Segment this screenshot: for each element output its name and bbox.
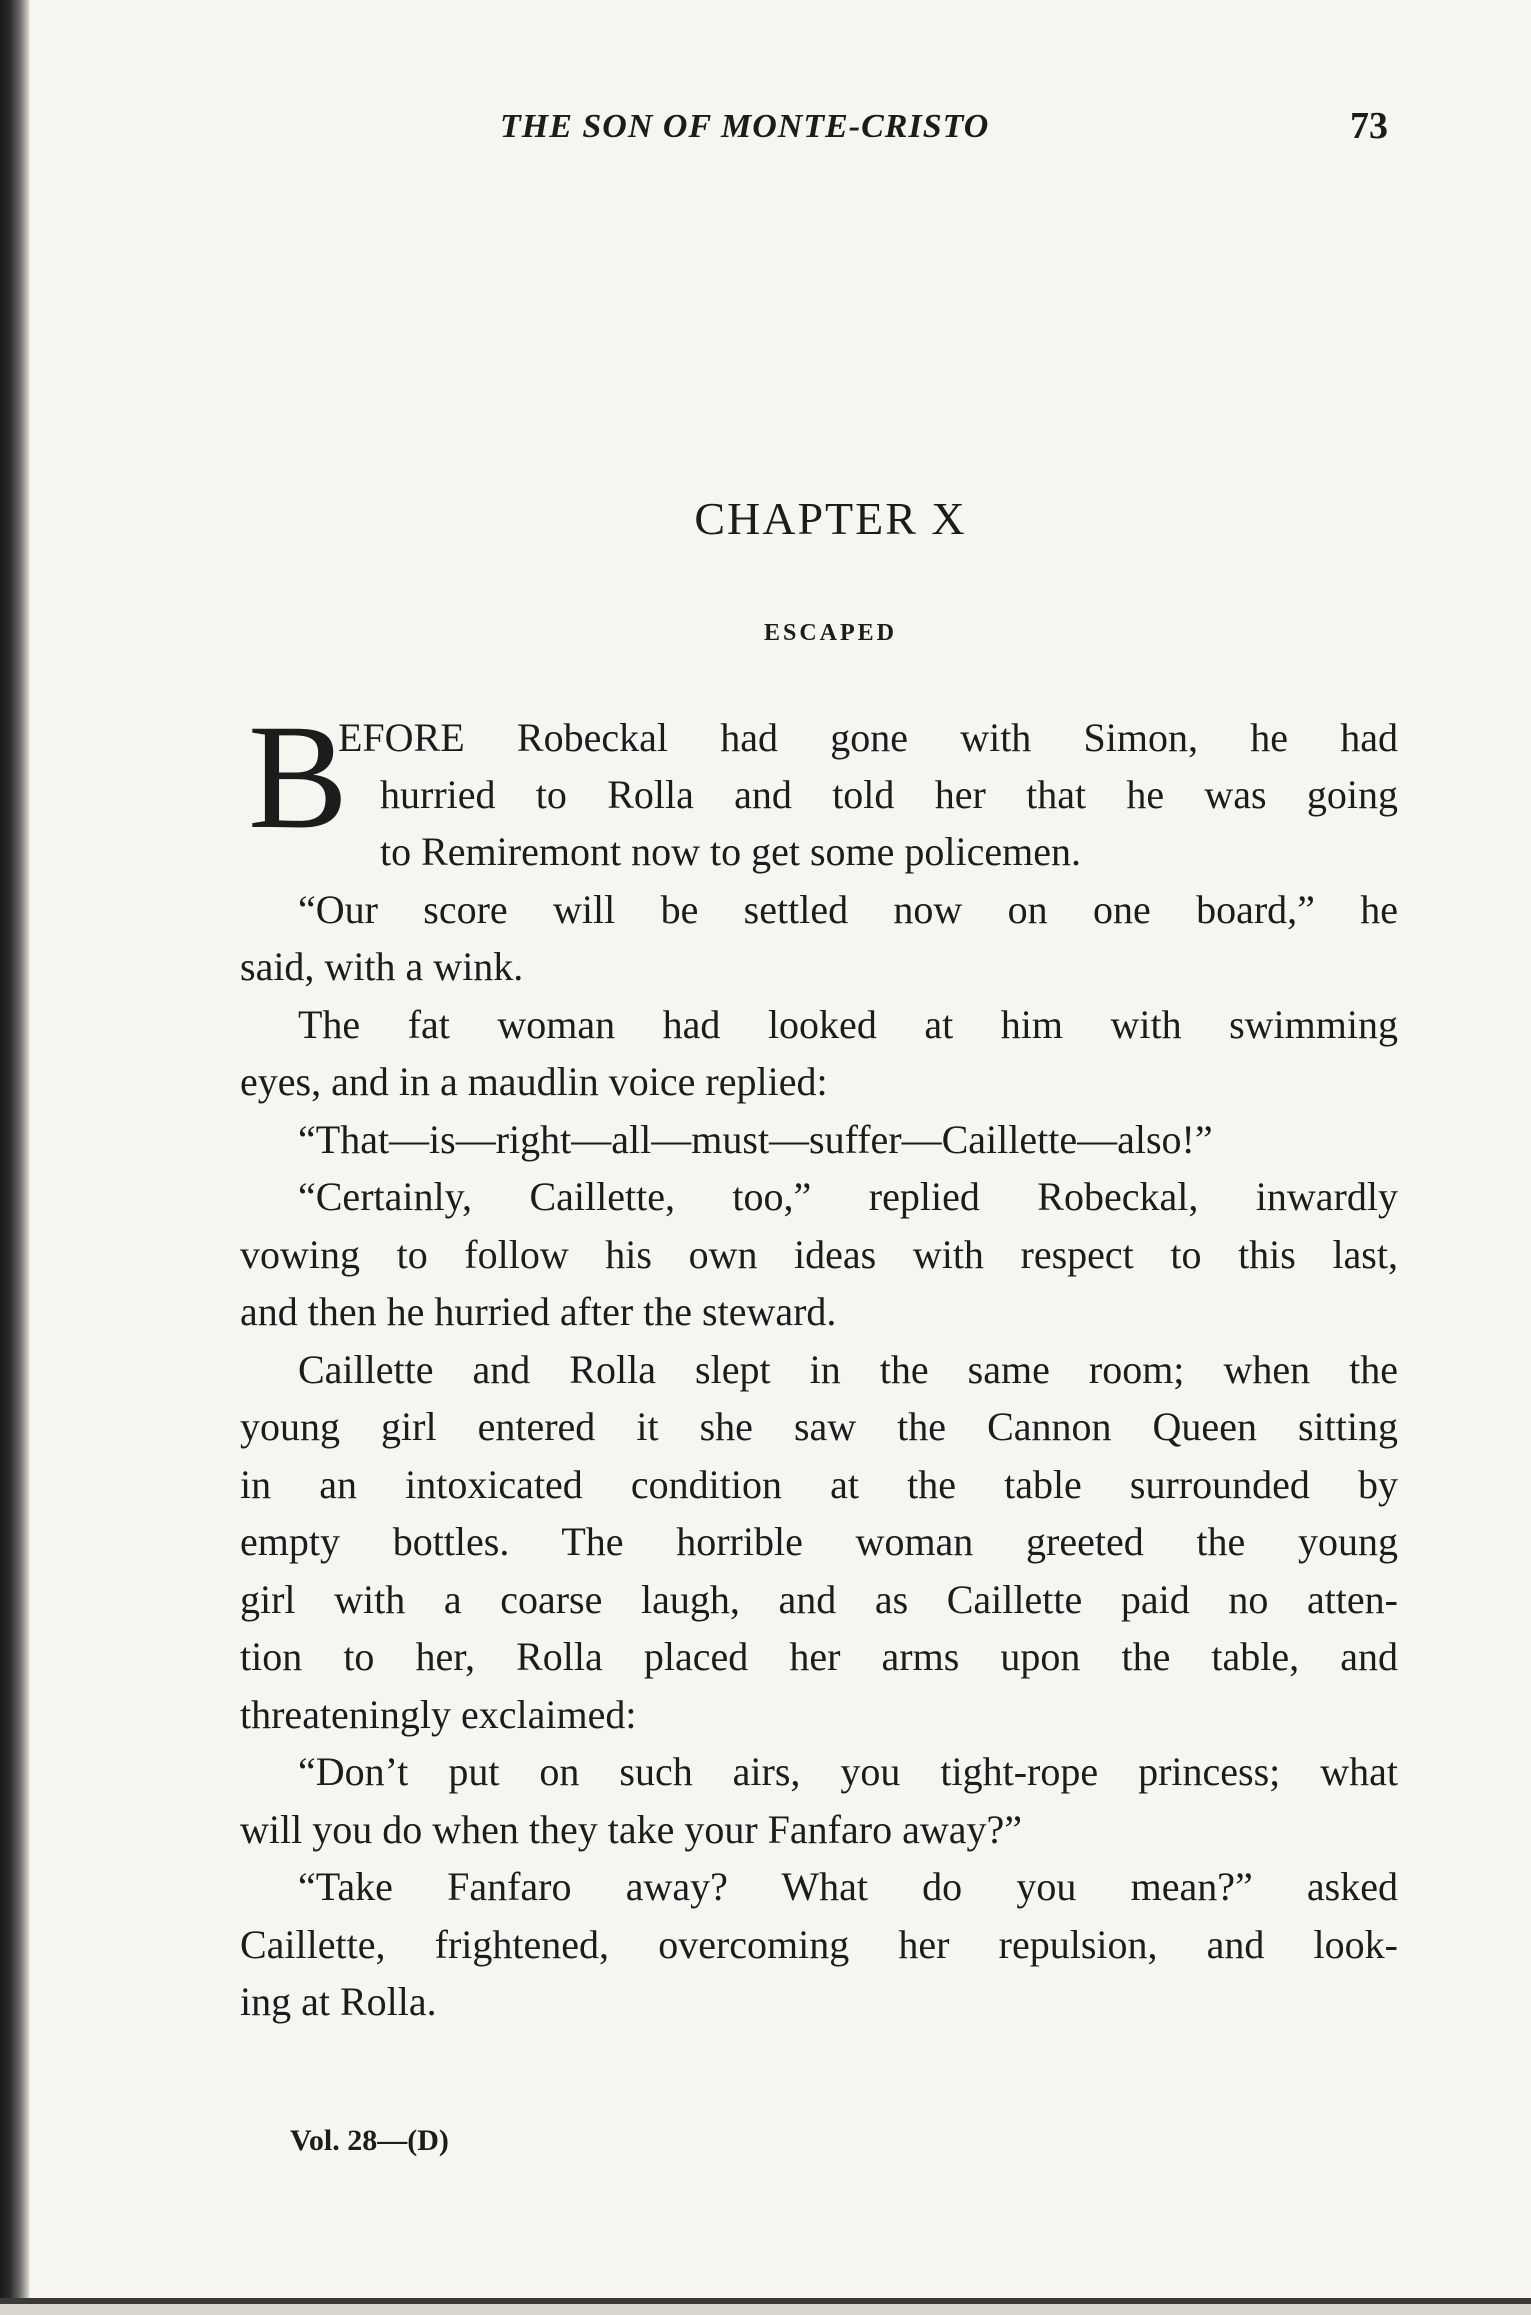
text-line: in an intoxicated condition at the table surrounded by	[240, 1462, 1398, 1507]
text-line: said, with a wink.	[240, 944, 524, 989]
running-head: THE SON OF MONTE-CRISTO	[500, 108, 990, 145]
text-line: The fat woman had looked at him with swimming	[298, 1002, 1398, 1047]
text-line: Caillette and Rolla slept in the same room; when the	[298, 1347, 1398, 1392]
text-line: and then he hurried after the steward.	[240, 1289, 837, 1334]
text-line: girl with a coarse laugh, and as Caillette paid no atten-	[240, 1577, 1398, 1622]
text-line: will you do when they take your Fanfaro away?”	[240, 1807, 1022, 1852]
text-line: “Certainly, Caillette, too,” replied Robeckal, inwardly	[298, 1174, 1398, 1219]
text-line: “Our score will be settled now on one board,” he	[298, 887, 1398, 932]
text-line: vowing to follow his own ideas with respect to this last,	[240, 1232, 1398, 1277]
text-line: to Remiremont now to get some policemen.	[380, 829, 1081, 874]
text-line: threateningly exclaimed:	[240, 1692, 637, 1737]
page-number: 73	[1350, 105, 1388, 147]
text-line: Caillette, frightened, overcoming her repulsion, and look-	[240, 1922, 1398, 1967]
text-line: EFORE Robeckal had gone with Simon, he had	[338, 715, 1398, 760]
text-line: ing at Rolla.	[240, 1979, 437, 2024]
text-line: tion to her, Rolla placed her arms upon the table, and	[240, 1634, 1398, 1679]
text-line: “Take Fanfaro away? What do you mean?” asked	[298, 1864, 1398, 1909]
page-bottom-margin	[0, 2304, 1531, 2315]
text-line: empty bottles. The horrible woman greeted the young	[240, 1519, 1398, 1564]
text-line: young girl entered it she saw the Cannon Queen sitting	[240, 1404, 1398, 1449]
chapter-subtitle: ESCAPED	[763, 620, 898, 646]
text-line: “Don’t put on such airs, you tight-rope princess; what	[298, 1749, 1398, 1794]
text-line: hurried to Rolla and told her that he was going	[380, 772, 1398, 817]
text-line: “That—is—right—all—must—suffer—Caillette—also!”	[298, 1117, 1213, 1162]
text-line: eyes, and in a maudlin voice replied:	[240, 1059, 828, 1104]
chapter-title: CHAPTER X	[694, 493, 967, 544]
drop-cap: B	[248, 694, 349, 860]
signature-mark: Vol. 28—(D)	[290, 2124, 449, 2157]
book-spine-shadow	[0, 0, 30, 2315]
